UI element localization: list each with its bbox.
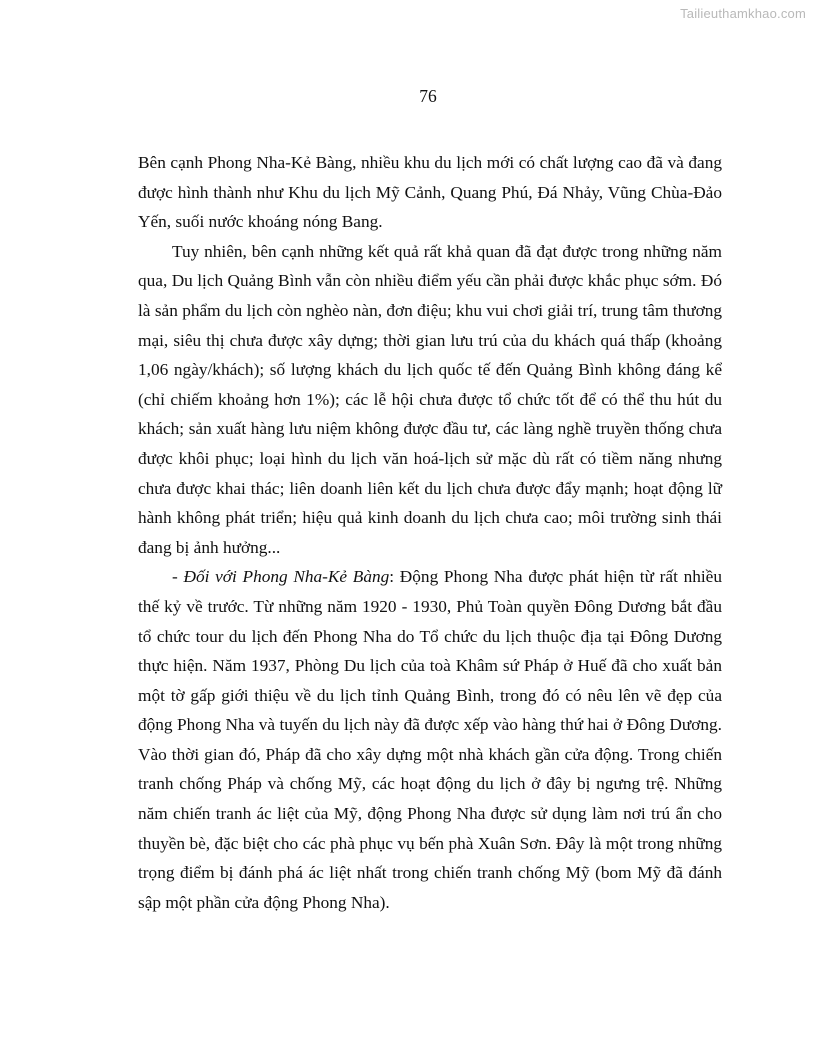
paragraph-3 xyxy=(138,562,722,917)
paragraph-3-text: : Động Phong Nha được phát hiện từ rất nhiều thế kỷ về trước. Từ những năm 1920 - 1930, Phủ Toàn quyền Đông Dương bắt đầu tổ chức tour du lịch đến Phong Nha do Tổ chức du lịch thuộc địa tại Đông Dương thực hiện. Năm 1937, Phòng Du lịch của toà Khâm sứ Pháp ở Huế đã cho xuất bản một tờ gấp giới thiệu về du lịch tỉnh Quảng Bình, trong đó có nêu lên vẽ đẹp của động Phong Nha và tuyến du lịch này đã được xếp vào hàng thứ hai ở Đông Dương. Vào thời gian đó, Pháp đã cho xây dựng một nhà khách gần cửa động. Trong chiến tranh chống Pháp và chống Mỹ, các hoạt động du lịch ở đây bị ngưng trệ. Những năm chiến tranh ác liệt của Mỹ, động Phong Nha được sử dụng làm nơi trú ẩn cho thuyền bè, đặc biệt cho các phà phục vụ bến phà Xuân Sơn. Đây là một trong những trọng điểm bị đánh phá ác liệt nhất trong chiến tranh chống Mỹ (bom Mỹ đã đánh sập một phần cửa động Phong Nha). xyxy=(138,567,722,912)
paragraph-2: Tuy nhiên, bên cạnh những kết quả rất khả quan đã đạt được trong những năm qua, Du lịch Quảng Bình vẫn còn nhiều điểm yếu cần phải được khắc phục sớm. Đó là sản phẩm du lịch còn nghèo nàn, đơn điệu; khu vui chơi giải trí, trung tâm thương mại, siêu thị chưa được xây dựng; thời gian lưu trú của du khách quá thấp (khoảng 1,06 ngày/khách); số lượng khách du lịch quốc tế đến Quảng Bình không đáng kể (chỉ chiếm khoảng hơn 1%); các lễ hội chưa được tổ chức tốt để có thể thu hút du khách; sản xuất hàng lưu niệm không được đầu tư, các làng nghề truyền thống chưa được khôi phục; loại hình du lịch văn hoá-lịch sử mặc dù rất có tiềm năng nhưng chưa được khai thác; liên doanh liên kết du lịch chưa được đẩy mạnh; hoạt động lữ hành không phát triển; hiệu quả kinh doanh du lịch chưa cao; môi trường sinh thái đang bị ảnh hưởng... xyxy=(138,241,722,557)
page-number: 76 xyxy=(419,86,437,106)
watermark: Tailieuthamkhao.com xyxy=(680,6,806,21)
section-heading-phong-nha: - Đối với Phong Nha-Kẻ Bàng xyxy=(172,567,390,587)
document-body xyxy=(138,148,722,917)
paragraph-1: Bên cạnh Phong Nha-Kẻ Bàng, nhiều khu du lịch mới có chất lượng cao đã và đang được hình thành như Khu du lịch Mỹ Cảnh, Quang Phú, Đá Nhảy, Vũng Chùa-Đảo Yến, suối nước khoáng nóng Bang. xyxy=(138,153,722,232)
